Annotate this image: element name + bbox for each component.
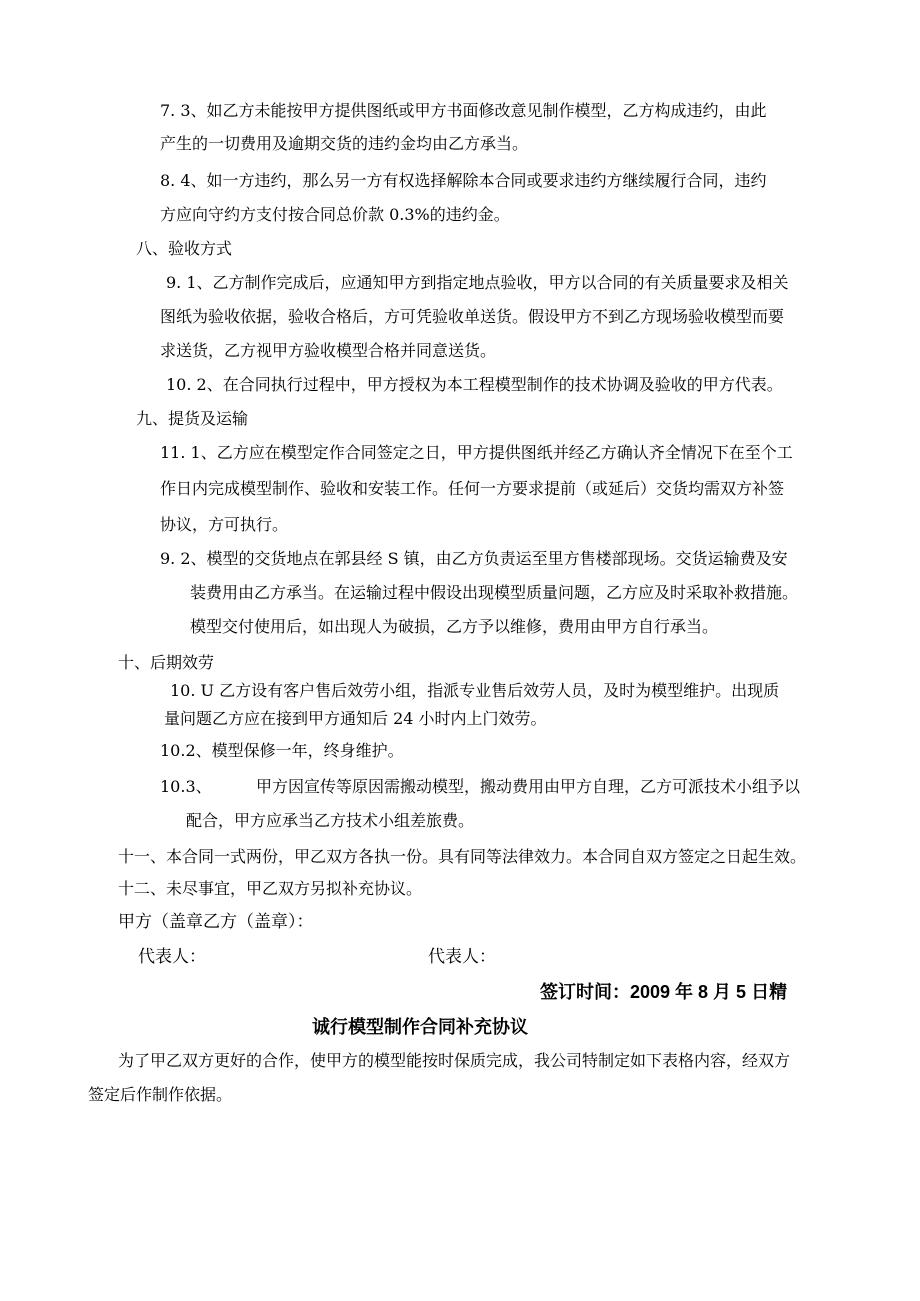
signature-parties: 甲方（盖章乙方（盖章）： [118,912,314,932]
section-8-heading: 八、验收方式 [136,239,233,258]
clause-9-2-line-2: 装费用由乙方承当。在运输过程中假设出现模型质量问题，乙方应及时采取补救措施。 [190,583,799,602]
supplement-intro-line-1: 为了甲乙双方更好的合作，使甲方的模型能按时保质完成，我公司特制定如下表格内容，经双方 [118,1051,791,1070]
clause-10-u-line-2: 量问题乙方应在接到甲方通知后 24 小时内上门效劳。 [164,709,547,728]
clause-10-2-warranty: 10.2、模型保修一年，终身维护。 [160,741,404,760]
clause-10-3-line-1: 甲方因宣传等原因需搬动模型，搬动费用由甲方自理，乙方可派技术小组予以 [256,777,801,796]
signing-date: 签订时间：2009 年 8 月 5 日精 [540,982,788,1002]
section-11: 十一、本合同一式两份，甲乙双方各执一份。具有同等法律效力。本合同自双方签定之日起生效。 [118,847,807,866]
section-9-heading: 九、提货及运输 [136,409,249,428]
representative-b-label: 代表人： [428,947,496,967]
section-10-heading: 十、后期效劳 [118,653,215,672]
clause-7-line-1: 7. 3、如乙方未能按甲方提供图纸或甲方书面修改意见制作模型，乙方构成违约，由此 [160,101,767,120]
clause-9-1-line-2: 图纸为验收依据，验收合格后，方可凭验收单送货。假设甲方不到乙方现场验收模型而要 [160,307,785,326]
clause-10-2-representative: 10. 2、在合同执行过程中，甲方授权为本工程模型制作的技术协调及验收的甲方代表。 [166,375,783,394]
clause-10-u-line-1: 10. U 乙方设有客户售后效劳小组，指派专业售后效劳人员，及时为模型维护。出现质 [170,681,780,700]
clause-9-2-line-3: 模型交付使用后，如出现人为破损，乙方予以维修，费用由甲方自行承当。 [190,617,719,636]
clause-8-line-1: 8. 4、如一方违约，那么另一方有权选择解除本合同或要求违约方继续履行合同，违约 [160,171,767,190]
section-12: 十二、未尽事宜，甲乙双方另拟补充协议。 [118,879,423,898]
clause-9-1-line-3: 求送货，乙方视甲方验收模型合格并同意送货。 [160,341,497,360]
clause-11-1-line-2: 作日内完成模型制作、验收和安装工作。任何一方要求提前（或延后）交货均需双方补签 [160,479,785,498]
clause-7-line-2: 产生的一切费用及逾期交货的违约金均由乙方承当。 [160,134,529,153]
clause-9-1-line-1: 9. 1、乙方制作完成后，应通知甲方到指定地点验收，甲方以合同的有关质量要求及相关 [166,273,789,292]
supplement-title: 诚行模型制作合同补充协议 [312,1017,528,1038]
supplement-intro-line-2: 签定后作制作依据。 [88,1085,233,1104]
clause-11-1-line-1: 11. 1、乙方应在模型定作合同签定之日，甲方提供图纸并经乙方确认齐全情况下在至个工 [160,443,793,462]
clause-10-3-number: 10.3、 [160,777,212,796]
clause-11-1-line-3: 协议，方可执行。 [160,515,289,534]
representative-a-label: 代表人： [138,947,206,967]
clause-8-line-2: 方应向守约方支付按合同总价款 0.3%的违约金。 [160,205,510,224]
clause-9-2-line-1: 9. 2、模型的交货地点在郭县经 S 镇，由乙方负责运至里方售楼部现场。交货运输费及安 [160,549,788,568]
clause-10-3-line-2: 配合，甲方应承当乙方技术小组差旅费。 [186,811,475,830]
